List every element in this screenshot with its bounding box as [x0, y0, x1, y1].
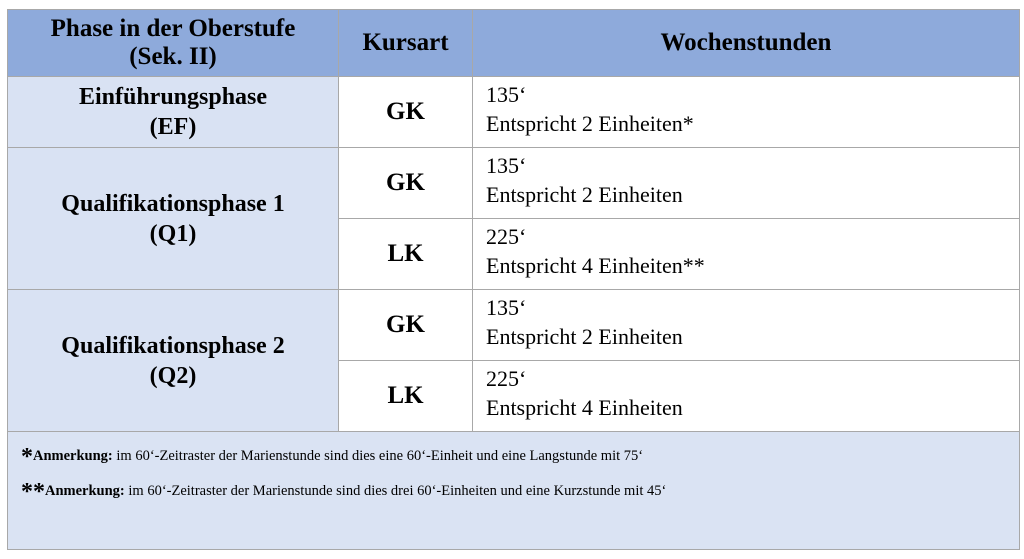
minutes: 135‘ — [486, 295, 527, 320]
note-text: im 60‘-Zeitraster der Marienstunde sind dies drei 60‘-Einheiten und eine Kurzstunde mit 45‘ — [124, 483, 667, 499]
kursart-cell: GK — [339, 290, 473, 361]
kursart-cell: LK — [339, 361, 473, 432]
phase-cell-q2 — [8, 290, 339, 432]
units: Entspricht 2 Einheiten — [486, 324, 683, 349]
phase-cell-q1 — [8, 148, 339, 290]
minutes: 225‘ — [486, 224, 527, 249]
table-row — [8, 290, 1020, 361]
wochenstunden-cell — [473, 148, 1020, 219]
header-wochenstunden: Wochenstunden — [473, 10, 1020, 77]
units: Entspricht 2 Einheiten — [486, 182, 683, 207]
note-label: Anmerkung: — [45, 483, 125, 499]
note-marker: ** — [21, 479, 45, 505]
table-row — [8, 77, 1020, 148]
header-kursart: Kursart — [339, 10, 473, 77]
phase-code: (Q1) — [149, 220, 197, 247]
phase-code: (Q2) — [149, 362, 197, 389]
note-2 — [21, 479, 1019, 505]
header-row — [8, 10, 1020, 77]
kursart-cell: LK — [339, 219, 473, 290]
minutes: 225‘ — [486, 366, 527, 391]
note-marker: * — [21, 444, 33, 470]
header-phase-line1: Phase in der Oberstufe — [50, 15, 296, 42]
kursart-cell: GK — [339, 148, 473, 219]
notes-cell — [8, 432, 1020, 550]
header-phase — [8, 10, 339, 77]
phase-name: Qualifikationsphase 2 — [61, 332, 285, 359]
wochenstunden-cell — [473, 361, 1020, 432]
phase-name: Einführungsphase — [78, 84, 268, 110]
note-1 — [21, 444, 1019, 470]
wochenstunden-cell — [473, 77, 1020, 148]
units: Entspricht 4 Einheiten** — [486, 253, 705, 278]
minutes: 135‘ — [486, 153, 527, 178]
note-text: im 60‘-Zeitraster der Marienstunde sind dies eine 60‘-Einheit und eine Langstunde mit 75‘ — [112, 448, 644, 464]
schedule-table — [7, 9, 1020, 550]
wochenstunden-cell — [473, 290, 1020, 361]
units: Entspricht 2 Einheiten* — [486, 111, 694, 136]
notes-row — [8, 432, 1020, 550]
phase-name: Qualifikationsphase 1 — [61, 190, 285, 217]
kursart-cell: GK — [339, 77, 473, 148]
minutes: 135‘ — [486, 82, 527, 107]
wochenstunden-cell — [473, 219, 1020, 290]
header-phase-line2: (Sek. II) — [129, 43, 217, 70]
note-label: Anmerkung: — [33, 448, 113, 464]
units: Entspricht 4 Einheiten — [486, 395, 683, 420]
table-row — [8, 148, 1020, 219]
phase-cell-ef — [8, 77, 339, 148]
phase-code: (EF) — [149, 114, 197, 140]
